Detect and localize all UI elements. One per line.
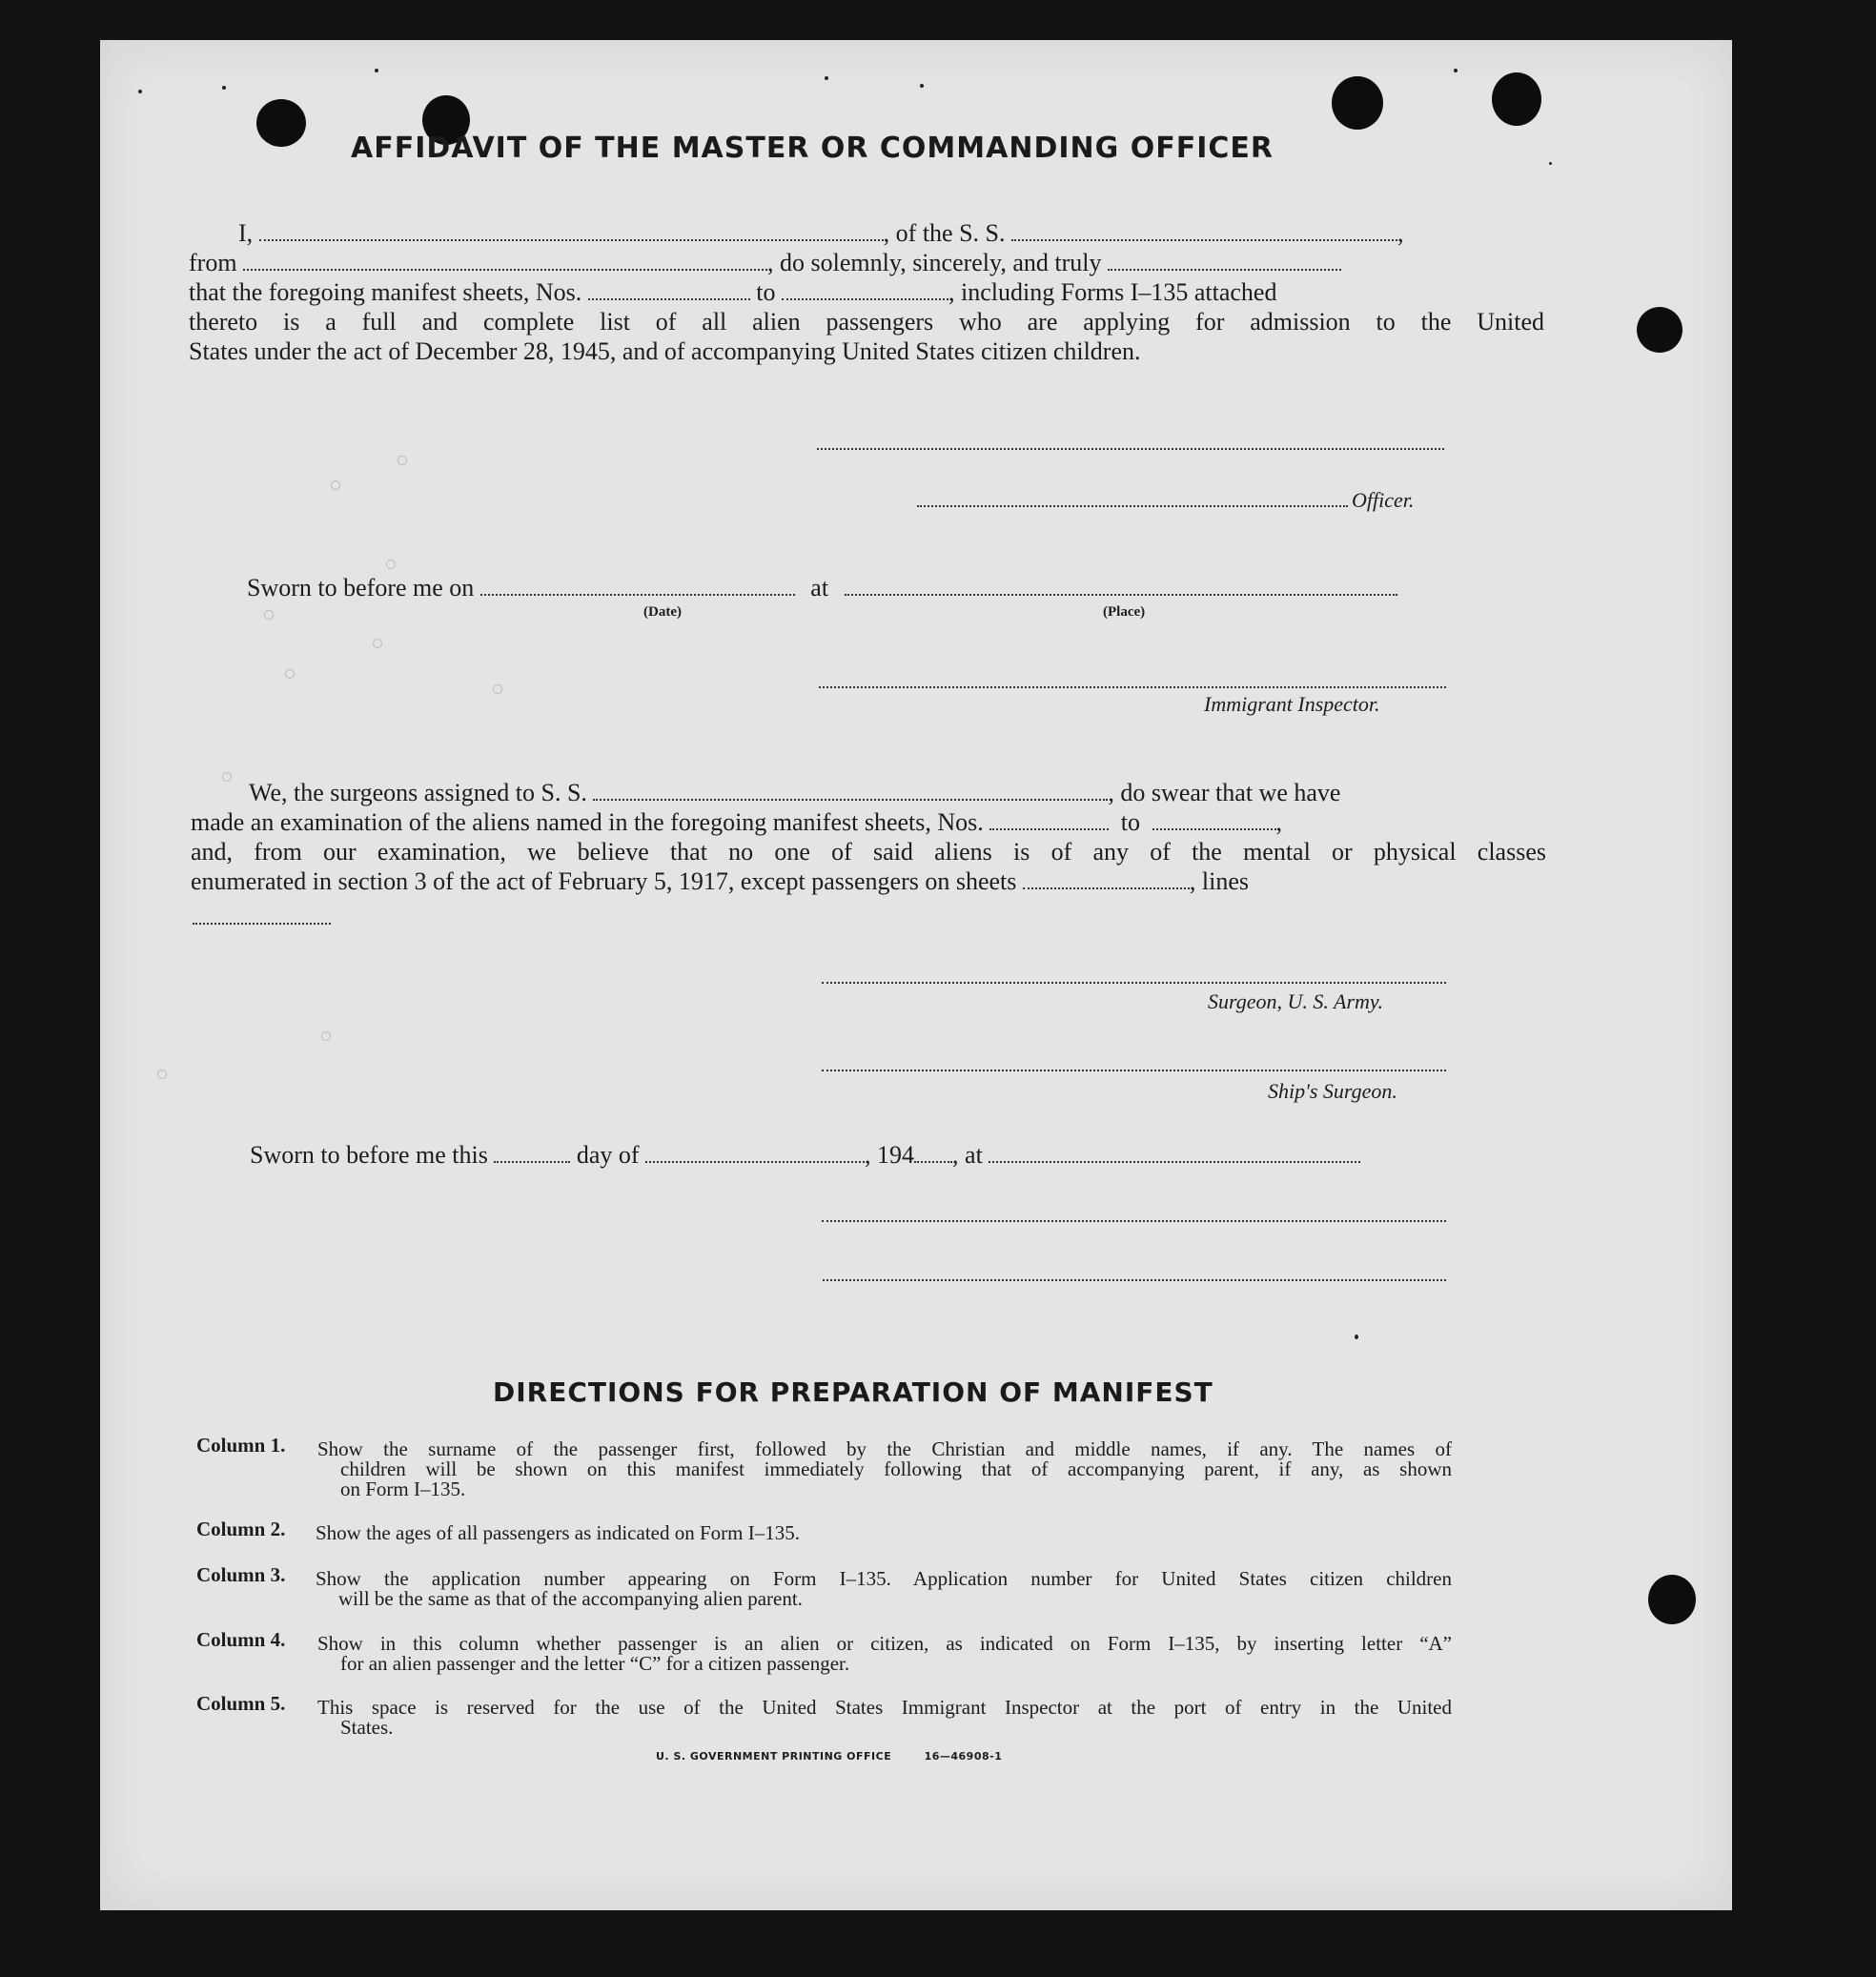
sheet-from-field[interactable]: [588, 281, 750, 300]
surgeons-line-2: [191, 808, 1282, 837]
surgeons-line-4: [191, 867, 1249, 896]
column-5-text: This space is reserved for the use of the United States Immigrant Inspector at the port of entry in the United States.: [317, 1696, 1452, 1739]
printer-imprint: U. S. GOVERNMENT PRINTING OFFICE 16—46908-1: [656, 1750, 1003, 1763]
punch-hole: [1637, 307, 1682, 353]
sworn-line-2: [250, 1141, 1360, 1170]
surgeons-text: ,: [1275, 808, 1282, 836]
signature-line[interactable]: [822, 1220, 1446, 1222]
speck: [264, 610, 274, 620]
army-surgeon-signature-line[interactable]: [822, 982, 1446, 984]
column-2-text: Show the ages of all passengers as indicated on Form I–135.: [316, 1521, 800, 1544]
speck: [1355, 1335, 1358, 1339]
affidavit-text: I,: [238, 219, 254, 247]
speck: [285, 669, 295, 679]
sworn-text: , 194: [865, 1141, 915, 1169]
date-label: (Date): [643, 604, 682, 620]
sworn-line-1: [247, 574, 1397, 602]
affidavit-text: from: [189, 249, 237, 276]
punch-hole: [1492, 72, 1541, 126]
affidavit-title: AFFIDAVIT OF THE MASTER OR COMMANDING OFFICER: [351, 132, 1274, 165]
column-5-label: Column 5.: [196, 1692, 286, 1715]
affidavit-text: to: [756, 278, 776, 306]
inspector-label: Immigrant Inspector.: [1204, 692, 1380, 716]
speck: [493, 684, 502, 694]
affidavit-line-3: [189, 278, 1276, 307]
speck: [920, 84, 924, 88]
sworn-date-field[interactable]: [480, 577, 795, 596]
officer-signature-line[interactable]: [917, 505, 1348, 507]
officer-signature-line[interactable]: [817, 448, 1444, 450]
sworn-text: Sworn to before me on: [247, 574, 475, 601]
exception-sheets-field[interactable]: [1023, 870, 1190, 889]
affidavit-text: , including Forms I–135 attached: [948, 278, 1277, 306]
speck: [1454, 69, 1458, 72]
sworn-place-field[interactable]: [989, 1144, 1360, 1163]
surgeons-sheet-to-field[interactable]: [1152, 811, 1276, 830]
sheet-to-field[interactable]: [782, 281, 948, 300]
affidavit-line-1: [238, 219, 1404, 248]
surgeons-text: We, the surgeons assigned to S. S.: [249, 779, 587, 806]
ship-name-field[interactable]: [1011, 222, 1397, 241]
surgeons-line-3: and, from our examination, we believe that no one of said aliens is of any of the mental or physical classes: [191, 838, 1546, 866]
affidavit-text: ,: [1397, 219, 1404, 247]
surgeons-ship-field[interactable]: [593, 782, 1108, 801]
affidavit-line-4: thereto is a full and complete list of all alien passengers who are applying for admission to the United: [189, 308, 1544, 336]
affidavit-text: , of the S. S.: [883, 219, 1006, 247]
affidavit-text: , do solemnly, sincerely, and truly: [767, 249, 1102, 276]
sworn-text: Sworn to before me this: [250, 1141, 488, 1169]
column-1-label: Column 1.: [196, 1434, 286, 1457]
ship-surgeon-label: Ship's Surgeon.: [1268, 1079, 1397, 1103]
column-3-text: Show the application number appearing on Form I–135. Application number for United States citizen children will be the same as that of the accompanying alien parent.: [316, 1567, 1452, 1610]
column-2-label: Column 2.: [196, 1518, 286, 1540]
army-surgeon-label: Surgeon, U. S. Army.: [1208, 989, 1383, 1013]
punch-hole: [1648, 1575, 1696, 1624]
directions-title: DIRECTIONS FOR PREPARATION OF MANIFEST: [493, 1376, 1213, 1408]
speck: [157, 1070, 167, 1079]
surgeons-line-1: [249, 779, 1340, 807]
speck: [331, 480, 340, 490]
surgeons-text: made an examination of the aliens named in the foregoing manifest sheets, Nos.: [191, 808, 984, 836]
speck: [398, 456, 407, 465]
punch-hole: [1332, 76, 1383, 130]
speck: [1549, 162, 1552, 165]
affidavit-line-5: States under the act of December 28, 1945, and of accompanying United States citizen children.: [189, 337, 1141, 365]
place-label: (Place): [1103, 604, 1146, 620]
affidavit-text: that the foregoing manifest sheets, Nos.: [189, 278, 582, 306]
surgeons-sheet-from-field[interactable]: [989, 811, 1109, 830]
sworn-month-field[interactable]: [645, 1144, 865, 1163]
speck: [373, 639, 382, 648]
inspector-signature-line[interactable]: [819, 686, 1446, 688]
oath-field[interactable]: [1108, 252, 1341, 271]
ship-surgeon-signature-line[interactable]: [822, 1070, 1446, 1071]
master-name-field[interactable]: [259, 222, 884, 241]
exception-lines-field[interactable]: [193, 923, 331, 925]
surgeons-text: , lines: [1189, 867, 1250, 895]
column-4-text: Show in this column whether passenger is an alien or citizen, as indicated on Form I–135, by inserting letter “A” for an alien passenger and the letter “C” for a citizen passenger.: [317, 1632, 1452, 1675]
affidavit-line-2: [189, 249, 1341, 277]
sworn-place-field[interactable]: [845, 577, 1397, 596]
column-4-label: Column 4.: [196, 1628, 286, 1651]
surgeons-text: , do swear that we have: [1108, 779, 1341, 806]
sworn-day-field[interactable]: [494, 1144, 570, 1163]
sworn-year-field[interactable]: [914, 1144, 952, 1163]
surgeons-text: enumerated in section 3 of the act of February 5, 1917, except passengers on sheets: [191, 867, 1017, 895]
sworn-text: at: [810, 574, 829, 601]
column-3-label: Column 3.: [196, 1563, 286, 1586]
speck: [825, 76, 828, 80]
speck: [386, 560, 396, 569]
sworn-text: , at: [952, 1141, 983, 1169]
speck: [138, 90, 142, 93]
speck: [222, 86, 226, 90]
column-1-text: Show the surname of the passenger first, followed by the Christian and middle names, if any. The names of children will be shown on this manifest immediately following that of accompanying parent, if any, as shown on Form I–135.: [317, 1437, 1452, 1500]
speck: [375, 69, 378, 72]
speck: [222, 772, 232, 782]
form-page: [100, 40, 1732, 1910]
sworn-text: day of: [576, 1141, 640, 1169]
punch-hole: [256, 99, 306, 147]
signature-line[interactable]: [823, 1279, 1446, 1281]
surgeons-text: to: [1120, 808, 1140, 836]
officer-label: Officer.: [1352, 488, 1415, 512]
speck: [321, 1031, 331, 1041]
departure-port-field[interactable]: [243, 252, 767, 271]
